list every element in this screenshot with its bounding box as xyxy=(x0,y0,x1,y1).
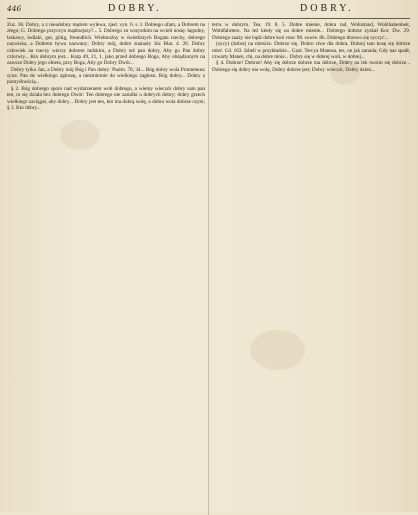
left-paragraph: Zuz. 36. Dobry, a z nieudobny mężem wylewa, zjed. vyn. 6. s. I. Dobrego ufam, a Dobrem na złego; G. Dobrego przyczyn mądrzejszy?... 5. Dobrego zu wszystkim na wcieli nosię: łagodny, łaskawy, lodlaki, gut, gütig, freundlich. Wielmożny w świetlistych Bogata rzechy, dobrego nazwiska, a Dobrem bywa nazwany; Dobry mój, dobre znalazły Józ Blat. 4. 26. Dobry człowiek na rzeczy wierzy dobrem ludzkim, a Dobry też pan dobry, Aby go Pan dobry czlorwiy... Kto dobrym jest... Karp 49, 21, 1, jako przed dobrego Boga, Aby obśądzonym na zawsze Dobry jego obieta, przy Boga, Aby go Dobry Dwór... xyxy=(7,22,205,67)
text-columns xyxy=(7,22,410,515)
left-paragraph: Dobry tylko Jan, a Dobry mój Bóg i Pan dobry: Psalm. 70, 34... Bóg dobry wola Prometeusz syna: Pan do wielkiego zgłoszę, a niezmiernie do wielkiego zagłosu. Bóg dobry... Dobry z pomyślnością... xyxy=(7,66,205,86)
page-number: 446 xyxy=(7,4,22,13)
right-column xyxy=(212,22,410,515)
right-paragraph: § 4. Dobrze! Dobrze! Aby się dobrze dobrze ma dobrze, Dobry na lek twoim się dobrze... Dobrego się dobry ma wolę, Dobry dobrze jest; Dobry wieczór, Dobry dzień... xyxy=(212,60,410,73)
right-paragraph: (zycy) (dobrej na mieście. Dobrze się. Dobro chce dla dobra. Dobrej tam kosę się dobrze mieć. Cd. 163. Izbeli w przykładzie... Gazt. Tercya Manesa, tes, on jak zanuda; Gdy nas spadł, czwarty Manes, chi, na dobre mnie... Dobry się w dobrej woli, w dobrej... xyxy=(212,41,410,60)
right-paragraph: terra w dobrym. Tea. 19. 8. 5. Dobre mienie, dobra rad, Wohlstand, Wohlhabenheit, Wohlfahrtern. Na też kiedy się na dobre mienie... Dobrego dobrze zyskał Kor. Dw. 29. Dobrego zaaży nie bądź dobre koń vnoc 98. zowie. 8b. Dobrego drzewo się zyczyć... xyxy=(212,22,410,41)
left-paragraph: § 2. Bóg dobrego sporo nad wydarzeniem woli dobrego, a wiemy wieczór dobry sam pan ten, to się działa bez dobrego Dwór: Ten dobrego nie zamilki u dobrych dobry; dobry grzech wielkiego zaciągał, aby dobry... Dobry jest ten, kto ma dobrą wolę, a dobra wola dobrze czyni; § 3. Kto dobry... xyxy=(7,85,205,111)
left-running-title: DOBRY. xyxy=(108,3,162,14)
right-running-title: DOBRY. xyxy=(300,3,354,14)
left-column xyxy=(7,22,205,515)
column-divider xyxy=(208,22,209,515)
page-header xyxy=(7,4,410,19)
